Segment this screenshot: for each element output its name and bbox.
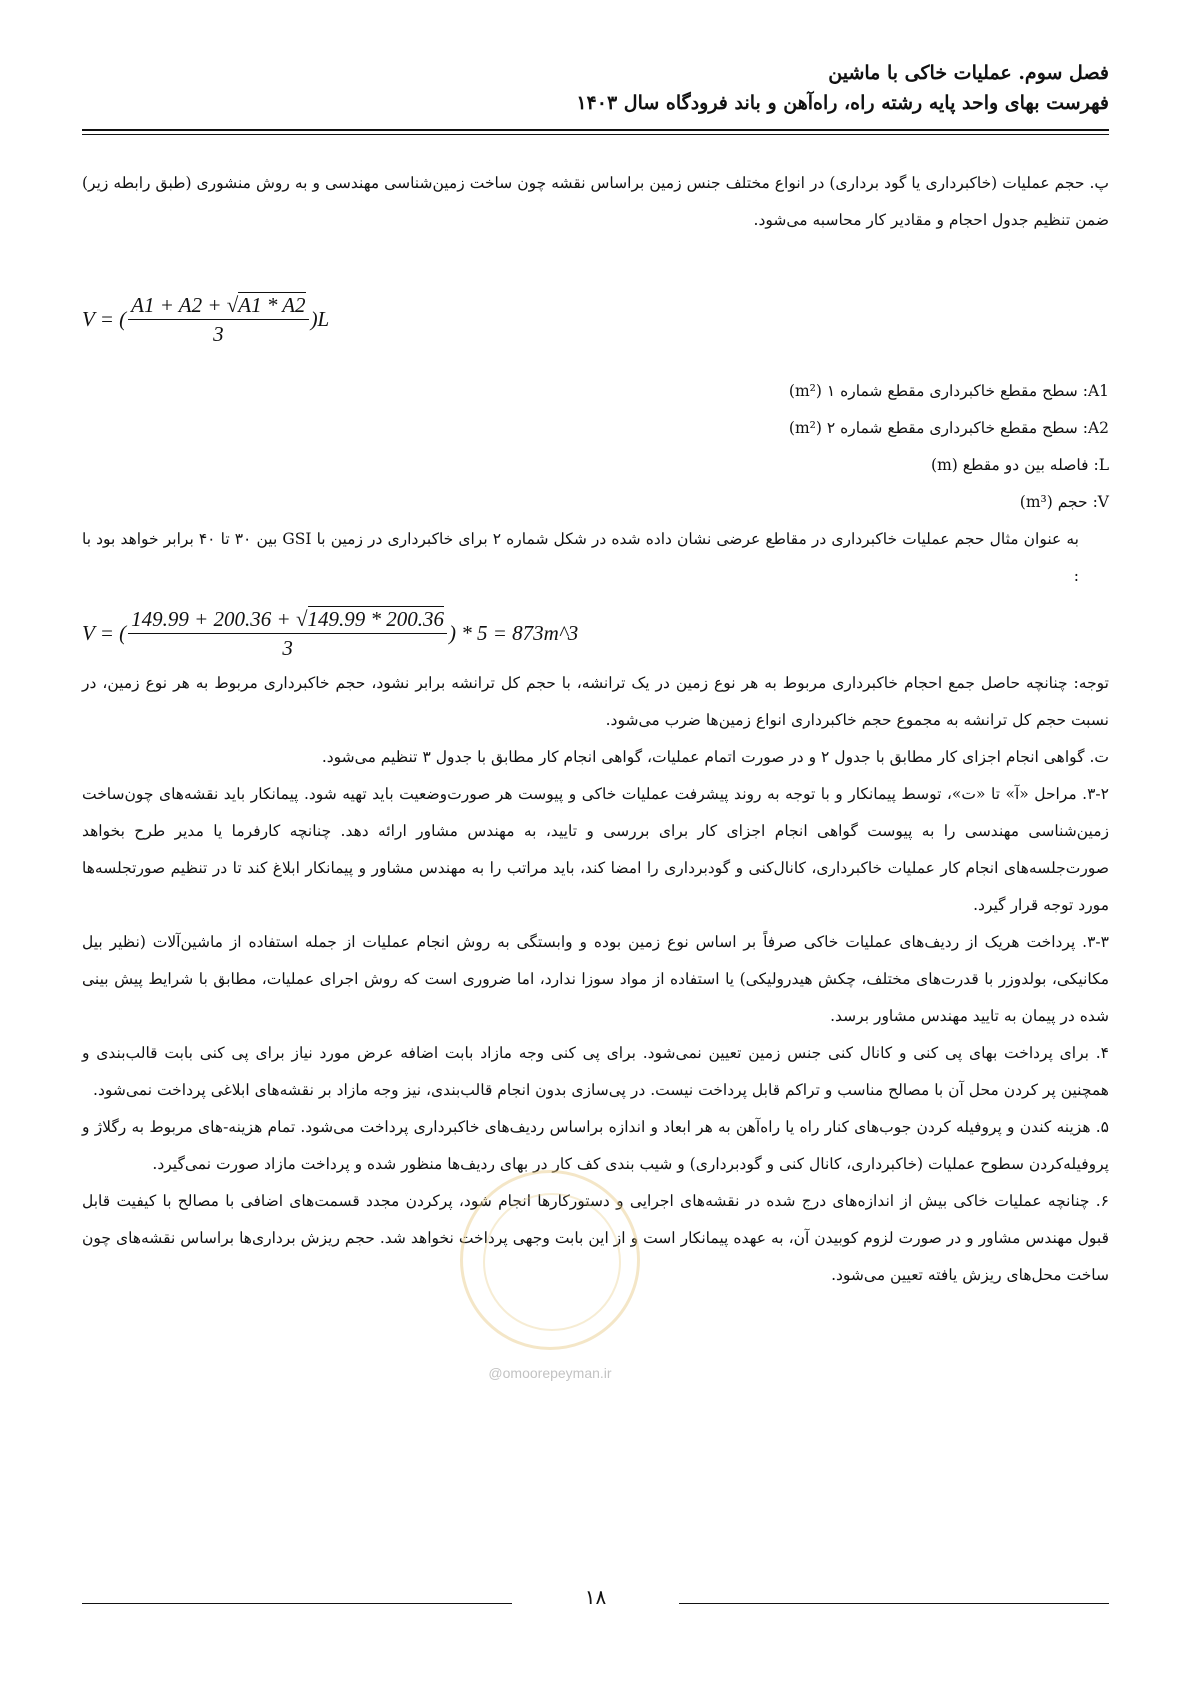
paragraph-3-3: ۳-۳. پرداخت هریک از ردیف‌های عملیات خاکی صرفاً بر اساس نوع زمین بوده و وابستگی به روش انجام عملیات از جمله استفاده از ماشین‌آلات (نظیر بیل مکانیکی، بولدوزر با قدرت‌های مختلف، چکش هیدرولیکی) یا استفاده از مواد سوزا ندارد، اما ضروری است که روش اجرای عملیات، مطابق با شرایط پیش بینی شده در پیمان به تایید مهندس مشاور برسد. bbox=[82, 933, 1109, 1025]
example-formula-rhs: ) * 5 = 873m^3 bbox=[449, 620, 579, 645]
main-content bbox=[82, 165, 1109, 1294]
page-header bbox=[82, 58, 1109, 118]
volume-formula bbox=[82, 279, 1109, 359]
numerator-terms: A1 + A2 + √ bbox=[131, 292, 239, 317]
definitions-list bbox=[82, 373, 1109, 521]
formula-fraction bbox=[128, 291, 308, 348]
example-formula bbox=[82, 601, 1109, 665]
header-rule-thick bbox=[82, 129, 1109, 131]
definition-a2: A2: سطح مقطع خاکبرداری مقطع شماره ۲ (m²) bbox=[788, 419, 1109, 437]
example-numerator-sqrt: 149.99 * 200.36 bbox=[307, 606, 444, 631]
definition-l: L: فاصله بین دو مقطع (m) bbox=[931, 456, 1109, 474]
paragraph-3-2: ۳-۲. مراحل «آ» تا «ت»، توسط پیمانکار و با توجه به روند پیشرفت عملیات خاکی و پیوست هر صورت‌وضعیت باید تهیه شود. پیمانکار باید نقشه‌های چون‌ساخت زمین‌شناسی مهندسی را به پیوست گواهی انجام اجزای کار برای بررسی و تایید، به مهندس مشاور ارائه دهد. چنانچه کارفرما یا مدیر طرح بخواهد صورت‌جلسه‌های انجام کار عملیات خاکبرداری، کانال‌کنی و گودبرداری را امضا کند، باید مراتب را به مهندس مشاور و پیمانکار ابلاغ کند تا در تنظیم صورتجلسه‌ها مورد توجه قرار گیرد. bbox=[82, 785, 1109, 914]
example-numerator-terms: 149.99 + 200.36 + √ bbox=[131, 606, 308, 631]
paragraph-4: ۴. برای پرداخت بهای پی کنی و کانال کنی جنس زمین تعیین نمی‌شود. برای پی کنی وجه مازاد بابت اضافه عرض مورد نیاز برای پی کنی بابت قالب‌بندی و همچنین پر کردن محل آن با مصالح مناسب و تراکم قابل پرداخت نیست. در پی‌سازی بدون انجام قالب‌بندی، نیز وجه مازاد بر نقشه‌های ابلاغی پرداخت نمی‌شود. bbox=[82, 1044, 1109, 1099]
watermark-seal-icon bbox=[460, 1170, 640, 1350]
watermark-text: @omoorepeyman.ir bbox=[488, 1365, 612, 1381]
example-formula-lhs: V = ( bbox=[82, 620, 127, 645]
example-text: به عنوان مثال حجم عملیات خاکبرداری در مقاطع عرضی نشان داده شده در شکل شماره ۲ برای خاکبرداری در زمین با GSI بین ۳۰ تا ۴۰ برابر خواهد بود با : bbox=[82, 530, 1079, 585]
definition-a1: A1: سطح مقطع خاکبرداری مقطع شماره ۱ (m²) bbox=[788, 382, 1109, 400]
formula-lhs: V = ( bbox=[82, 306, 127, 331]
formula-denominator: 3 bbox=[213, 321, 224, 346]
formula-numerator bbox=[128, 291, 308, 320]
numerator-sqrt: A1 * A2 bbox=[238, 292, 306, 317]
chapter-title: فصل سوم. عملیات خاکی با ماشین bbox=[828, 62, 1109, 84]
example-formula-fraction bbox=[128, 605, 447, 662]
paragraph-b: پ. حجم عملیات (خاکبرداری یا گود برداری) در انواع مختلف جنس زمین براساس نقشه چون ساخت زمین‌شناسی مهندسی و به روش منشوری (طبق رابطه زیر) ضمن تنظیم جدول احجام و مقادیر کار محاسبه می‌شود. bbox=[82, 174, 1109, 229]
example-numerator bbox=[128, 605, 447, 634]
note-paragraph: توجه: چنانچه حاصل جمع احجام خاکبرداری مربوط به هر نوع زمین در یک ترانشه، با حجم کل ترانشه برابر نشود، حجم خاکبرداری مربوط به هر نوع زمین، در نسبت حجم کل ترانشه به مجموع حجم خاکبرداری انواع زمین‌ها ضرب می‌شود. bbox=[82, 674, 1109, 729]
header-rule-thin bbox=[82, 134, 1109, 135]
definition-v: V: حجم (m³) bbox=[1019, 493, 1109, 511]
example-denominator: 3 bbox=[282, 635, 293, 660]
paragraph-6: ۶. چنانچه عملیات خاکی بیش از اندازه‌های درج شده در نقشه‌های اجرایی و دستورکارها انجام شود، پرکردن مجدد قسمت‌های اضافی با مصالح با کیفیت قابل قبول مهندس مشاور و در صورت لزوم کوبیدن آن، به عهده پیمانکار است و از این بابت وجهی پرداخت نخواهد شد. حجم ریزش برداری‌ها براساس نقشه‌های چون ساخت محل‌های ریزش یافته تعیین می‌شود. bbox=[82, 1192, 1109, 1284]
price-list-title: فهرست بهای واحد پایه رشته راه، راه‌آهن و باند فرودگاه سال ۱۴۰۳ bbox=[576, 92, 1109, 114]
page-number: ۱۸ bbox=[584, 1585, 607, 1609]
paragraph-t: ت. گواهی انجام اجزای کار مطابق با جدول ۲ و در صورت اتمام عملیات، گواهی انجام کار مطابق با جدول ۳ تنظیم می‌شود. bbox=[321, 748, 1109, 766]
formula-rhs: )L bbox=[310, 306, 330, 331]
paragraph-5: ۵. هزینه کندن و پروفیله کردن جوب‌های کنار راه یا راه‌آهن به هر ابعاد و اندازه براساس ردیف‌های خاکبرداری پرداخت می‌شود. تمام هزینه-های مربوط به رگلاژ و پروفیله‌کردن سطوح عملیات (خاکبرداری، کانال کنی و گودبرداری) و شیب بندی کف کار در بهای ردیف‌ها منظور شده و پرداخت مازاد صورت نمی‌گیرد. bbox=[82, 1118, 1109, 1173]
